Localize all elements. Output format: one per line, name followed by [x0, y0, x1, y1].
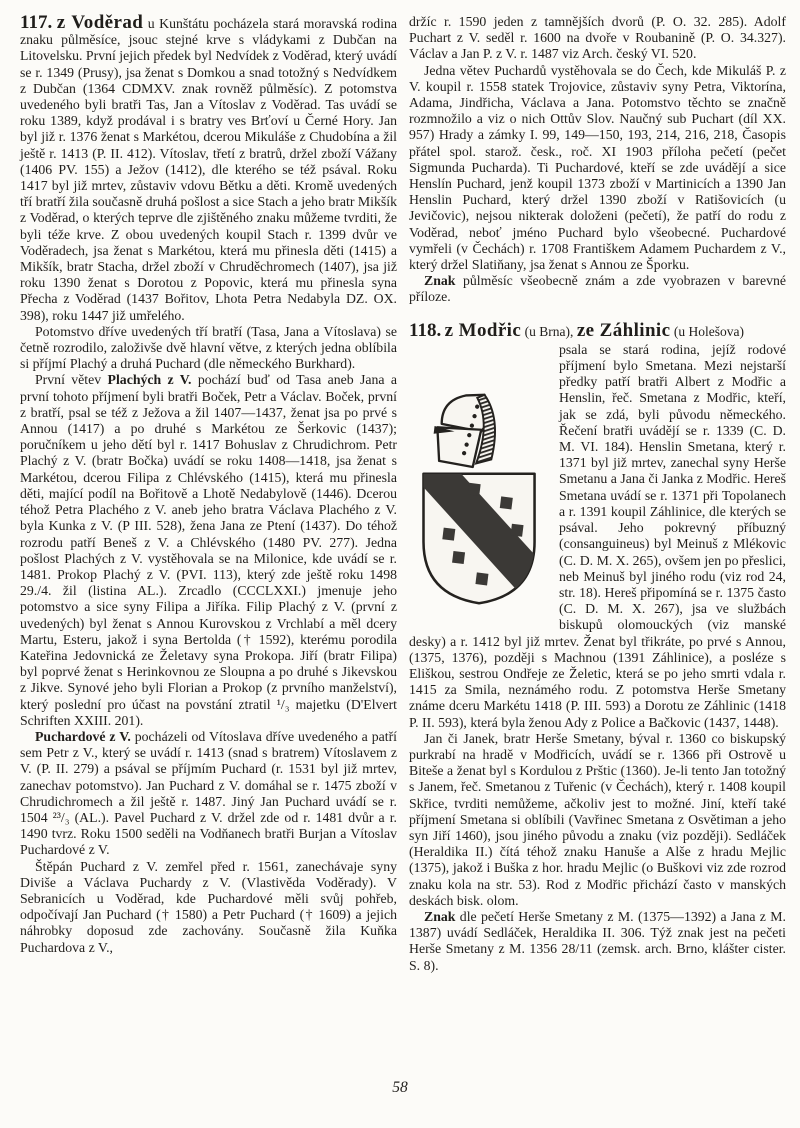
left-column	[20, 14, 397, 974]
article-118-title-modric: z Modřic	[444, 319, 522, 341]
article-118-subtitle-brno: (u Brna),	[524, 323, 574, 339]
paragraph: Potomstvo dříve uvedených tří bratří (Tasa, Jana a Vítoslava) se četně rozrodilo, založivše dvě hlavní větve, z kterých jedna oblíbila si příjmí Plachý a druhá Puchard (dle německého Burkhard).	[20, 323, 397, 372]
paragraph: Štěpán Puchard z V. zemřel před r. 1561, zanechávaje syny Diviše a Václava Puchardy z V. (Vlastivěda Voděrady). V Sebranicích u Voděrad, kde Puchardové měli svůj pohřeb, odpočívají Jan Puchard († 1580) a Petr Puchard († 1609) a jejich náhrobky doposud zde zachovány. Současně žila Kuňka Puchardova z V.,	[20, 858, 397, 955]
article-117-number: 117.	[20, 12, 53, 33]
article-118-heading	[409, 319, 786, 341]
article-118-section	[409, 319, 786, 974]
article-118-title-zahlinic: ze Záhlinic	[576, 319, 671, 341]
article-117-opening-paragraph	[20, 14, 397, 324]
article-118-number: 118.	[409, 319, 442, 341]
page-number: 58	[392, 1079, 408, 1096]
coat-of-arms-shield-helmet-icon	[411, 388, 549, 614]
paragraph: Puchardové z V. pocházeli od Vítoslava dříve uvedeného a patří sem Petr z V., který se uvádí r. 1413 (snad s bratrem) Vítoslavem z V. (P. II. 279) a psával se příjmím Puchard (r. 1531 byl již mrtev, zanechav potomstvo). Jan Puchard z V. domáhal se r. 1475 zboží v Chrudichromech a žil ještě r. 1487. Jiný Jan Puchard uvádí se r. 1504 ²³/₃ (AL.). Pavel Puchard z V. držel zde od r. 1481 dvůr a r. 1490 tvrz. Roku 1500 seděli na Vodňanech bratři Burjan a Vítoslav Puchardové z V.	[20, 728, 397, 858]
paragraph: Jedna větev Puchardů vystěhovala se do Čech, kde Mikuláš P. z V. koupil r. 1558 statek Trojovice, zůstaviv syny Petra, Viktorína, Adama, Jindřicha, Václava a Jana. Potomstvo těchto se značně rozmnožilo a viz o nich Ottův Slov. Naučný sub Puchart (díl XX. 957) Hrady a zámky I. 99, 149—150, 193, 214, 216, 218, Časopis přátel spol. starož. česk., roč. XI 1903 příloha pečetí (pečet Sigmunda Pucharda). Ti Puchardové, kteří se zde uvádějí a sice Henslín Puchard, jenž koupil 1373 zboží v Martinicích a 1390 Jan Henslin Puchard, který držel 1390 zboží v Ratišovicích (u Jevičovic), nejsou nikterak doloženi (pečetí), že patří do rodu z Voděrad, neboť jméno Puchard bylo všeobecné. Puchardové vymřeli (v Čechách) r. 1708 Františkem Adamem Puchardem z V., který držel Slatiňany, jsa ženat s Annou ze Šporku.	[409, 62, 786, 273]
paragraph: Znak půlměsíc všeobecně znám a zde vyobrazen v barevné příloze.	[409, 273, 786, 305]
paragraph: První větev Plachých z V. pochází buď od Tasa aneb Jana a první tohoto příjmení byli bratři Boček, Petr a Václav. Boček, první z bratří, psal se též z Ježova a žil 1407—1437, ženat jsa po prvé s Annou (1417) a po druhé s Markétou ze Šerkovic (1437); poručníkem u jeho dětí byl r. 1417 Bohuslav z Chrudichrom. Petr Plachý z V. (bratr Bočka) uvádí se roku 1408—1418, jsa ženat s Markétou, dcerou Filipa z Chlévského (1415), která mu přinesla děti, mající podíl na Bořitově a Lhotě Nedabylově (1446). Dcerou téhož Petra Plachého z V. aneb jeho bratra Václava Plachého z V. byla Kunka z V. (P III. 528), žena Jana ze Ptení (1437). Do téhož rozrodu patří Beneš z V. a Chlévského (1480 PV. 277). Jedna pošlost Plachých z V. vystěhovala se na Milonice, kde uvádí se r. 1481. Prokop Plachý z V. (PVI. 113), který zde ještě roku 1498 29./4. žil (listina AL.). Zrcadlo (CCCLXXI.) jmenuje jeho potomstvo a sice syny Filipa a Jiříka. Filip Plachý z V. (první z uvedených) byl ženat s Annou Kurovskou z Vrchlabí a měl dcery Martu, Esteru, jakož i syna Bertolda († 1592), kterému porodila Kateřina Jedovnická ze Želetavy syna Prokopa. Jiří (bratr Filipa) byl poprvé ženat s Herinkovnou ze Sloupna a po druhé s Jikevskou z Jikve. Synové jeho byli Florian a Prokop (z prvního manželství), který poslední pro účast na povstání ztratil ¹/₃ majetku (D'Elvert Schriften XXIII. 201).	[20, 372, 397, 728]
paragraph-continuation: držíc r. 1590 jeden z tamnějších dvorů (P. O. 32. 285). Adolf Puchart z V. seděl r. 1600 na dvoře v Roubanině (P. O. 34.327). Václav a Jan P. z V. r. 1487 viz Arch. český VI. 520.	[409, 14, 786, 62]
paragraph: psala se stará rodina, jejíž rodové příjmení bylo Smetana. Mezi nejstarší předky patří bratři Albert z Modřic a Henslin, řeč. Smetana z Modřic, kteří, jak se zdá, byli původu německého. Řečení bratři uvádějí se r. 1339 (C. D. M. VI. 184). Henslin Smetana, který r. 1371 byl již mrtev, zanechal syny Herše Smetanu a Jana či Janka z Modřic. Hereš Smetana uvádí se r. 1371 při Topolanech a r. 1391 koupil Záhlinice, dle kterých se psával. Jeho pokrevný příbuzný (consanguineus) byl Meinuš z Mlékovic (C. D. M. X. 265), ovšem jen po přeslici, neb Meinuš byl jiného rodu (viz rod 24, str. 18). Hereš připomíná se r. 1375 často (C. D. M. X. 267), jsa ve službách biskupů olomouckých (viz manské desky) a r. 1412 byl již mrtev. Ženat byl třikráte, po prvé s Annou, (1375, 1376), později s Machnou (1391 Záhlinice), a posléze s Eliškou, sestrou Ondřeje ze Želetic, která se po jeho smrti vdala r. 1415 za Smila, neznámého rodu. Z potomstva Herše Smetany známe dceru Markétu 1418 (P. III. 593) a Dorotu ze Záhlinic (1418 P. II. 593), která byla ženou Ady z Police a Bačkovic (1437, 1448).	[409, 341, 786, 730]
article-117-lead-text: u Kunštátu pocházela stará moravská rodina znaku půlměsíce, jsouc stejné krve s vládykami z Dubčan na Litovelsku. První jejich předek byl Nedvídek z Voděrad, který uvádí se r. 1349 (Prusy), jsa ženat s Domkou a snad totožný s Nedvídkem z Dubčan (1364 CDMXV. znak rovněž půlměsíc). Z potomstva uvedeného byli bratři Tas, Jan a Vítoslav z Voděrad. Tas uvádí se roku 1389, když prodával i s bratry ves Brťoví u Černé Hory. Jan byl již r. 1376 ženat s Markétou, dcerou Mikuláše z Chudobína a žil ještě r. 1413 (P. II. 412). Vítoslav, třetí z bratrů, držel zboží Vážany (1406 PV. 155) a Ježov (1412), dle kterého se též psával. Roku 1417 byl již mrtev, zůstaviv vdovu Bětku a děti. Kromě uvedených tří bratří žila současně druhá pošlost a sice Stach a jeho bratr Mikšík z Voděrad, o kterých teprve dle zjištěného znaku můžeme tvrditi, že byli téže krve. Z obou uvedených koupil Stach r. 1399 dvůr ve Voděradech, jsa ženat s Markétou, která mu přinesla děti (1415) a Mikšík, bratr Stacha, držel zboží v Chruděchromech (1407), jsa již roku 1390 ženat s Dorotou z Popovic, která mu přinesla syna Přecha z Voděrad (1437 Bořitov, Lhota Petra Nedabyla DZ. OX. 398), roku 1447 již umřelého.	[20, 16, 398, 323]
article-117-title: z Voděrad	[56, 12, 144, 33]
right-column	[409, 14, 786, 974]
paragraph: Jan či Janek, bratr Herše Smetany, býval r. 1360 co biskupský purkrabí na hradě v Modřicích, uvádí se r. 1366 při Ostrově u Biteše a ženat byl s Kordulou z Prštic (1360). Je-li tento Jan totožný s Janem, řeč. Smetanou z Tuřenic (v Čechách), který r. 1408 koupil Skřice, tvrditi nemůžeme, ačkoliv jest to možné. Jiní, kteří také příjmení Smetana si oblíbili (Vavřinec Smetana z Osvětiman a jeho syn Jiří 1460), jsou jiného původu a znaku (viz později). Sedláček (Heraldika II.) čítá téhož znaku Hanuše a Alše z hradu Mejlic (1375), jakož i Buška z hor. hradu Mejlic (o Buškovi viz zde rozrod znaku kola na str. 53). Rod z Modřic přichází často v manských deskách bisk. olom.	[409, 730, 786, 908]
shield-icon	[424, 464, 541, 603]
helmet-icon	[430, 389, 500, 469]
article-118-subtitle-holesov: (u Holešova)	[673, 323, 744, 339]
two-column-text-block	[20, 14, 786, 974]
paragraph: Znak dle pečetí Herše Smetany z M. (1375—1392) a Jana z M. 1387) uvádí Sedláček, Heraldika II. 306. Týž znak jest na pečeti Herše Smetany z M. 1356 28/11 (zemsk. arch. Brno, klášter cister. S. 8).	[409, 908, 786, 973]
coat-of-arms-illustration	[409, 342, 559, 618]
